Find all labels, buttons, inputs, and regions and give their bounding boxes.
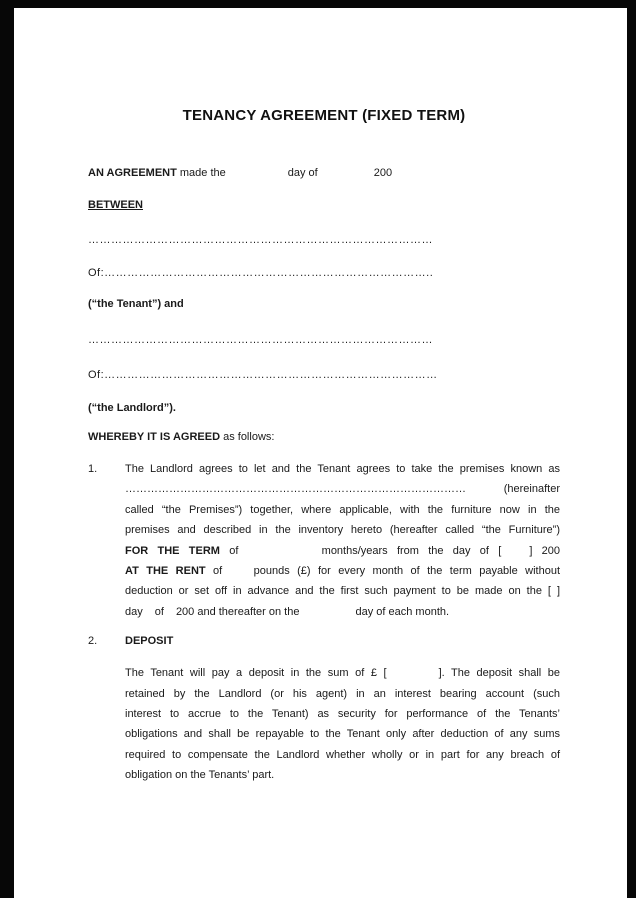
whereby-line — [88, 430, 560, 445]
between-heading — [88, 198, 560, 213]
hereinafter-text: (hereinafter — [503, 483, 560, 496]
clause2-line3: interest to accrue to the Tenant) as security for performance of the Tenants’ — [125, 708, 560, 721]
clause2-line1 — [125, 663, 560, 683]
blank-day-field — [226, 175, 288, 176]
tenant-name-blank-line: ……………………………………………………………………………… — [88, 234, 433, 246]
as-follows-text: as follows: — [220, 431, 275, 443]
each-month-text: day of each month. — [355, 605, 450, 618]
landlord-designation-line — [88, 401, 560, 416]
clause2-line6: obligation on the Tenants’ part. — [125, 769, 275, 782]
rent-of-text: of — [205, 565, 230, 578]
blank-month-field — [318, 175, 374, 176]
term-year-text: ] 200 — [529, 544, 560, 557]
clause-2-number: 2. — [88, 635, 98, 648]
day-of-text: day of — [287, 167, 318, 179]
payment-day-text: day — [125, 605, 143, 618]
thereafter-text: 200 and thereafter on the — [175, 605, 300, 618]
blank-start-day-field — [501, 553, 529, 554]
clause1-line4: premises and described in the inventory hereto (hereafter called “the Furniture”) — [125, 524, 560, 537]
clause-1-body — [125, 459, 560, 622]
clause-2-body — [125, 663, 560, 785]
blank-rent-amount-field — [230, 573, 254, 574]
months-years-text: months/years from the day of [ — [321, 544, 502, 557]
blank-payment-day-field — [143, 614, 155, 615]
clause1-line3: called “the Premises”) together, where applicable, with the furniture now in the — [125, 503, 560, 516]
for-the-term-label: FOR THE TERM — [125, 544, 220, 557]
blank-recurring-day-field — [299, 614, 355, 615]
tenant-designation-line — [88, 297, 560, 312]
an-agreement-label: AN AGREEMENT — [88, 167, 177, 179]
blank-deposit-amount-field — [387, 675, 439, 676]
agreement-intro-line — [88, 166, 560, 181]
the-landlord-label: (“the Landlord”). — [88, 402, 176, 414]
premises-blank-dots: ………………………………………………………………………………… — [125, 483, 466, 496]
deposit-sum-text: The Tenant will pay a deposit in the sum of £ [ — [125, 667, 387, 680]
clause1-line7: deduction or set off in advance and the first such payment to be made on the [ ] — [125, 585, 560, 598]
blank-payment-month-field — [164, 614, 176, 615]
clause-1 — [88, 459, 561, 622]
clause1-line8 — [125, 602, 560, 622]
clause1-line5 — [125, 541, 560, 561]
rent-terms-text: pounds (£) for every month of the term payable without — [253, 565, 561, 578]
at-the-rent-label: AT THE RENT — [125, 565, 206, 578]
clause1-line6 — [125, 561, 560, 581]
landlord-name-blank-line: ……………………………………………………………………………… — [88, 334, 433, 346]
year-text: 200 — [373, 167, 393, 179]
clause2-line5: required to compensate the Landlord whether wholly or in part for any breach of — [125, 748, 560, 761]
clause2-line2: retained by the Landlord (or his agent) in an interest bearing account (such — [125, 687, 560, 700]
landlord-address-blank-line: Of:…………………………………………………………………………… — [88, 369, 438, 381]
between-label: BETWEEN — [88, 199, 143, 211]
payment-of-text: of — [154, 605, 164, 618]
the-tenant-label: (“the Tenant”) and — [88, 298, 184, 310]
clause2-line4: obligations and shall be repayable to the Tenant only after deduction of any sums — [125, 728, 560, 741]
clause-2-heading — [125, 634, 560, 649]
deposit-shall-text: ]. The deposit shall be — [438, 667, 561, 680]
document-page — [14, 8, 627, 898]
clause-1-number: 1. — [88, 463, 98, 475]
deposit-heading-label: DEPOSIT — [125, 635, 174, 648]
document-title: TENANCY AGREEMENT (FIXED TERM) — [182, 107, 466, 124]
made-the-text: made the — [176, 167, 226, 179]
whereby-agreed-label: WHEREBY IT IS AGREED — [88, 431, 221, 443]
blank-term-length-field — [248, 553, 322, 554]
tenant-address-blank-line: Of:………………………………………………………………………….. — [88, 267, 434, 279]
clause1-line2 — [125, 479, 560, 499]
clause1-line1: The Landlord agrees to let and the Tenant agrees to take the premises known as — [125, 463, 560, 475]
term-of-text: of — [219, 544, 248, 557]
clause-2-heading-row — [88, 634, 560, 649]
